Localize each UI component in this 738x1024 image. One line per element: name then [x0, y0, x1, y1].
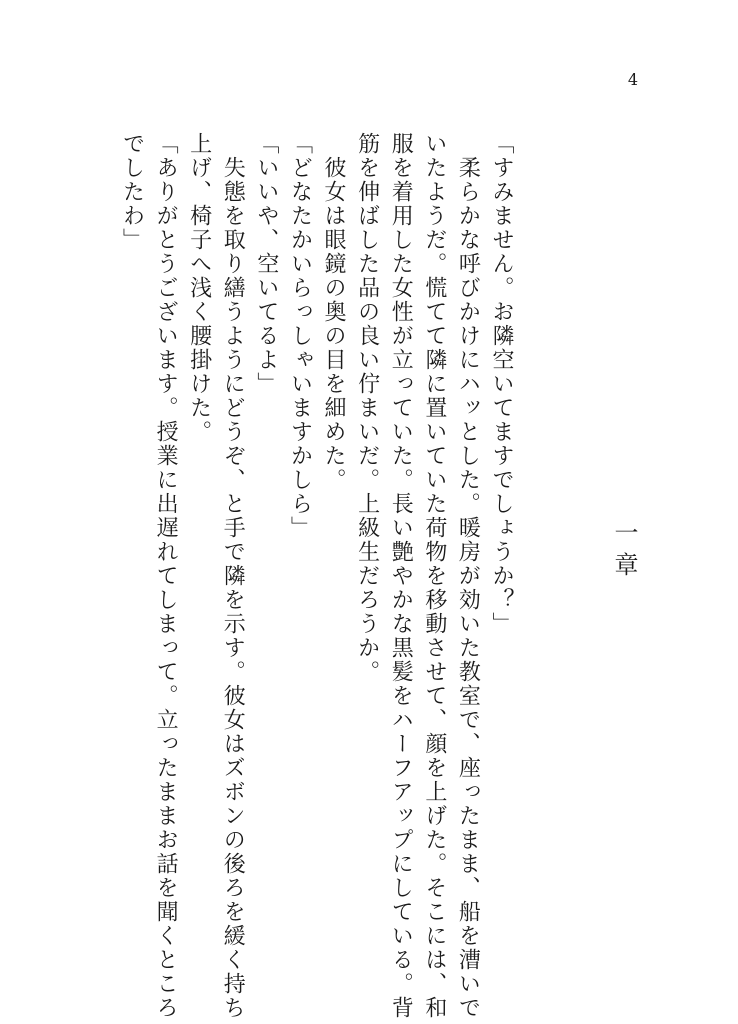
text-line-8: 「いいや、空いてるよ」: [253, 132, 279, 396]
page-number: 4: [627, 70, 638, 89]
text-line-5: 筋を伸ばした品の良い佇まいだ。上級生だろうか。: [354, 132, 380, 684]
chapter-title: 一章: [610, 520, 638, 584]
body-text: [115, 132, 518, 1020]
text-line-6: 彼女は眼鏡の奥の目を細めた。: [321, 132, 347, 492]
text-line-3: いたようだ。慌てて隣に置いていた荷物を移動させて、顔を上げた。そこには、和: [421, 132, 447, 1020]
text-line-1: 「すみません。お隣空いてますでしょうか？」: [489, 132, 514, 636]
text-line-2: 柔らかな呼びかけにハッとした。暖房が効いた教室で、座ったまま、船を漕いで: [455, 132, 481, 1020]
text-line-9: 失態を取り繕うようにどうぞ、と手で隣を示す。彼女はズボンの後ろを緩く持ち: [220, 132, 246, 1020]
text-line-12: でしたわ」: [119, 132, 145, 252]
text-line-11: 「ありがとうございます。授業に出遅れてしまって。立ったままお話を聞くところ: [153, 132, 179, 1020]
text-line-4: 服を着用した女性が立っていた。長い艶やかな黒髪をハーフアップにしている。背: [388, 132, 414, 1020]
text-line-10: 上げ、椅子へ浅く腰掛けた。: [186, 132, 212, 444]
text-line-7: 「どなたかいらっしゃいますかしら」: [287, 132, 313, 540]
